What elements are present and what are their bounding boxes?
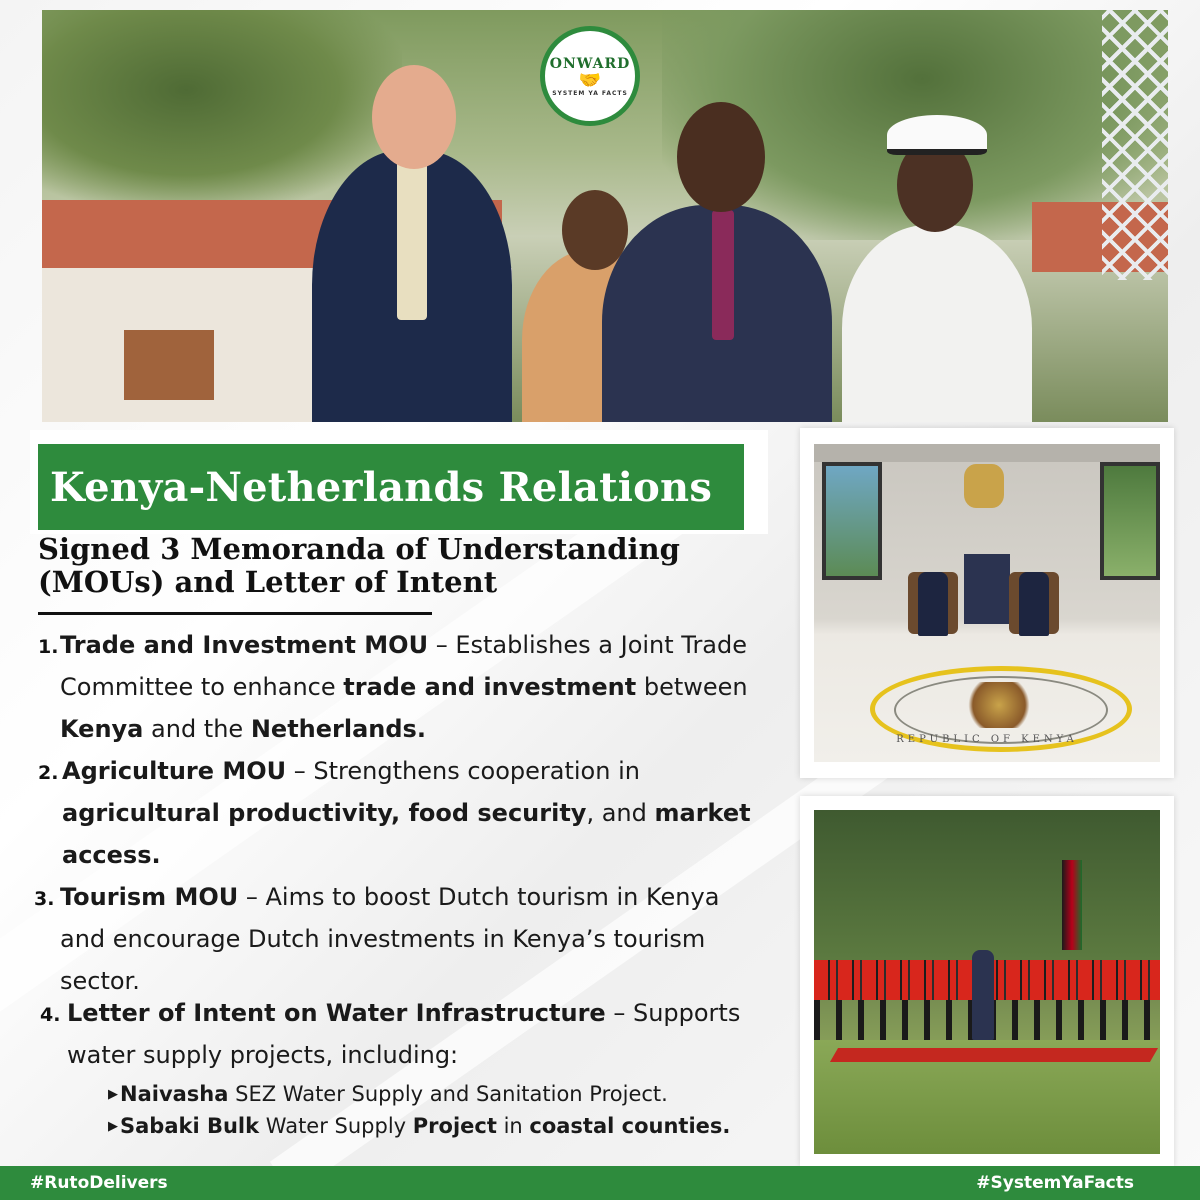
item-text: between: [636, 673, 748, 701]
item-bold: Project: [412, 1114, 497, 1138]
item-text: – Supports: [605, 999, 741, 1027]
footer-hashtag-left: #RutoDelivers: [30, 1173, 168, 1193]
item-bold: market: [654, 799, 751, 827]
item-bold: Sabaki Bulk: [120, 1114, 260, 1138]
photo-window: [124, 330, 214, 400]
photo-state-house-meeting: [814, 444, 1160, 762]
photo-trees: [814, 810, 1160, 960]
list-line: [62, 834, 161, 876]
item-bold: agricultural productivity, food security: [62, 799, 587, 827]
photo-person-head: [372, 65, 456, 169]
list-number: 3.: [34, 888, 55, 910]
photo-person-white-uniform: [842, 225, 1032, 422]
page-title: Kenya-Netherlands Relations: [38, 444, 744, 530]
item-heading: Trade and Investment MOU: [60, 631, 429, 659]
photo-person-head: [677, 102, 765, 212]
item-text: sector.: [60, 967, 140, 995]
list-line: [62, 750, 640, 792]
list-line: [62, 792, 751, 834]
photo-lattice-tower: [1102, 10, 1168, 280]
photo-person-inspecting: [972, 950, 994, 1040]
item-heading: Agriculture MOU: [62, 757, 287, 785]
photo-kenya-flag: [1062, 860, 1082, 950]
page-subtitle: Signed 3 Memoranda of Understanding (MOUs) and Letter of Intent: [38, 532, 680, 599]
triangle-bullet-icon: ▶: [108, 1119, 118, 1134]
subtitle-divider: [38, 612, 432, 615]
photo-shirt: [397, 160, 427, 320]
footer-hashtag-right: #SystemYaFacts: [976, 1173, 1134, 1193]
item-bold: Kenya: [60, 715, 144, 743]
item-text: , and: [586, 799, 655, 827]
item-bold: coastal counties.: [529, 1114, 731, 1138]
list-number: 1.: [38, 636, 59, 658]
photo-naval-cap: [887, 115, 987, 155]
item-bold: access.: [62, 841, 161, 869]
item-text: – Strengthens cooperation in: [286, 757, 640, 785]
photo-red-carpet: [830, 1048, 1158, 1062]
item-heading: Tourism MOU: [60, 883, 239, 911]
list-line: [60, 666, 748, 708]
item-text: in: [496, 1114, 530, 1138]
list-line: [60, 624, 747, 666]
list-line: [60, 708, 426, 750]
list-line: [60, 876, 719, 918]
onward-logo: [540, 26, 640, 126]
logo-subtitle: SYSTEM YA FACTS: [552, 89, 628, 97]
photo-ceiling: [814, 444, 1160, 462]
item-text: – Establishes a Joint Trade: [428, 631, 748, 659]
coat-of-arms-icon: [964, 464, 1004, 508]
list-line: [67, 1034, 458, 1076]
item-text: – Aims to boost Dutch tourism in Kenya: [238, 883, 720, 911]
coat-of-arms-icon: [962, 682, 1036, 728]
item-bold: trade and investment: [343, 673, 637, 701]
photo-wall-painting: [822, 462, 882, 580]
item-text: and encourage Dutch investments in Kenya’s tourism: [60, 925, 706, 953]
list-number: 2.: [38, 762, 59, 784]
handshake-icon: 🤝: [578, 69, 602, 91]
list-line: [67, 992, 740, 1034]
photo-guard-of-honour: [814, 810, 1160, 1154]
sub-list-item: [108, 1108, 730, 1145]
photo-tie: [712, 210, 734, 340]
item-heading: Letter of Intent on Water Infrastructure: [67, 999, 606, 1027]
item-text: and the: [143, 715, 251, 743]
triangle-bullet-icon: ▶: [108, 1087, 118, 1102]
item-text: Committee to enhance: [60, 673, 344, 701]
floor-seal-text: REPUBLIC OF KENYA: [896, 734, 1078, 745]
photo-wall-painting: [1100, 462, 1160, 580]
item-bold: Naivasha: [120, 1082, 229, 1106]
item-bold: Netherlands.: [250, 715, 426, 743]
logo-title: ONWARD: [549, 55, 631, 72]
photo-person-seated: [918, 572, 948, 636]
item-text: water supply projects, including:: [67, 1041, 459, 1069]
photo-person-seated: [1019, 572, 1049, 636]
list-number: 4.: [40, 1004, 61, 1026]
list-line: [60, 918, 705, 960]
item-text: Water Supply: [259, 1114, 413, 1138]
item-text: SEZ Water Supply and Sanitation Project.: [228, 1082, 668, 1106]
photo-flag: [964, 554, 1010, 624]
